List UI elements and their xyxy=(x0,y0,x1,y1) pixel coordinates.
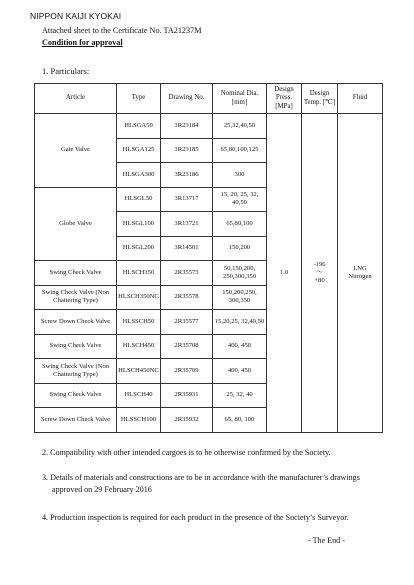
temp-low: -196 xyxy=(313,260,326,268)
drawing-cell: 2R35577 xyxy=(161,310,213,335)
article-cell: Swing Check Valve xyxy=(35,383,117,408)
type-cell: HLSCH450 xyxy=(117,334,161,359)
type-cell: HLSGA300 xyxy=(117,163,161,188)
table-header-row xyxy=(35,84,383,114)
type-cell: HLSGL200 xyxy=(117,236,161,261)
drawing-cell: 2R35578 xyxy=(161,285,213,310)
dia-cell: 25, 32, 40 xyxy=(213,383,267,408)
dia-cell: 150,200,250, 300,350 xyxy=(213,285,267,310)
type-cell: HLSCH350NC xyxy=(117,285,161,310)
type-cell: HLSGA125 xyxy=(117,138,161,163)
drawing-cell: 3R13721 xyxy=(161,212,213,237)
drawing-cell: 3R23185 xyxy=(161,138,213,163)
particulars-table xyxy=(34,83,383,433)
table-row xyxy=(35,114,383,139)
article-cell: Swing Check Valve (Non Chattering Type) xyxy=(35,359,117,384)
drawing-cell: 2R35709 xyxy=(161,359,213,384)
article-cell: Gate Valve xyxy=(35,114,117,188)
drawing-cell: 3R23186 xyxy=(161,163,213,188)
dia-cell: 300 xyxy=(213,163,267,188)
design-press-cell: 1.0 xyxy=(267,114,302,433)
fluid-lng: LNG xyxy=(353,264,367,272)
temp-high: +80 xyxy=(314,276,325,284)
dia-cell: 150,200 xyxy=(213,236,267,261)
temp-range-sep: 〜 xyxy=(316,268,323,276)
article-cell: Screw Down Check Valve xyxy=(35,408,117,433)
type-cell: HLSSCH100 xyxy=(117,408,161,433)
note-materials xyxy=(42,472,382,496)
type-cell: HLSGL50 xyxy=(117,187,161,212)
dia-cell: 400, 450 xyxy=(213,359,267,384)
fluid-cell xyxy=(338,114,383,433)
drawing-cell: 2R35931 xyxy=(161,383,213,408)
drawing-cell: 2R35932 xyxy=(161,408,213,433)
dia-cell: 15, 20, 25, 32, 40,50 xyxy=(213,187,267,212)
type-cell: HLSCH450NC xyxy=(117,359,161,384)
drawing-cell: 2R35573 xyxy=(161,261,213,286)
header-fluid: Fluid xyxy=(338,84,383,114)
organization-name: NIPPON KAIJI KYOKAI xyxy=(30,11,122,21)
article-cell: Globe Valve xyxy=(35,187,117,261)
type-cell: HLSGA50 xyxy=(117,114,161,139)
note-inspection: 4. Production inspection is required for each product in the presence of the Society’s Surveyor. xyxy=(42,513,349,522)
dia-cell: 50,150,200, 250,300,350 xyxy=(213,261,267,286)
dia-cell: 15,20,25, 32,40,50 xyxy=(213,310,267,335)
dia-cell: 400, 450 xyxy=(213,334,267,359)
drawing-cell: 2R35708 xyxy=(161,334,213,359)
condition-heading: Condition for approval xyxy=(42,38,123,47)
dia-cell: 25,32,40,50 xyxy=(213,114,267,139)
certificate-reference: Attached sheet to the Certificate No. TA21237M xyxy=(42,26,202,35)
type-cell: HLSGL100 xyxy=(117,212,161,237)
end-marker: - The End - xyxy=(308,536,345,545)
article-cell: Screw Down Check Valve xyxy=(35,310,117,335)
type-cell: HLSSCH50 xyxy=(117,310,161,335)
dia-cell: 65,80,100,125 xyxy=(213,138,267,163)
dia-cell: 65,80,100 xyxy=(213,212,267,237)
drawing-cell: 3R14501 xyxy=(161,236,213,261)
drawing-cell: 3R23184 xyxy=(161,114,213,139)
design-temp-cell xyxy=(302,114,338,433)
note-materials-line2: approved on 29 February 2016 xyxy=(52,485,152,494)
article-cell: Swing Check Valve (Non Chattering Type) xyxy=(35,285,117,310)
dia-cell: 65, 80, 100 xyxy=(213,408,267,433)
article-cell: Swing Check Valve xyxy=(35,261,117,286)
note-compatibility: 2. Compatibility with other intended cargoes is to be otherwise confirmed by the Society. xyxy=(42,448,331,457)
header-drawing: Drawing No. xyxy=(161,84,213,114)
header-nominal-dia: Nominal Dia. [mm] xyxy=(213,84,267,114)
header-article: Article xyxy=(35,84,117,114)
drawing-cell: 3R13717 xyxy=(161,187,213,212)
type-cell: HLSCH40 xyxy=(117,383,161,408)
header-design-temp: Design Temp. [℃] xyxy=(302,84,338,114)
header-design-press: Design Press. [MPa] xyxy=(267,84,302,114)
type-cell: HLSCH350 xyxy=(117,261,161,286)
note-materials-line1: 3. Details of materials and constructions are to be in accordance with the manufacturer’s drawings xyxy=(42,473,360,482)
fluid-nitrogen: Nitrogen xyxy=(348,272,372,280)
article-cell: Swing Check Valve xyxy=(35,334,117,359)
particulars-heading: 1. Particulars: xyxy=(42,66,90,76)
header-type: Type xyxy=(117,84,161,114)
